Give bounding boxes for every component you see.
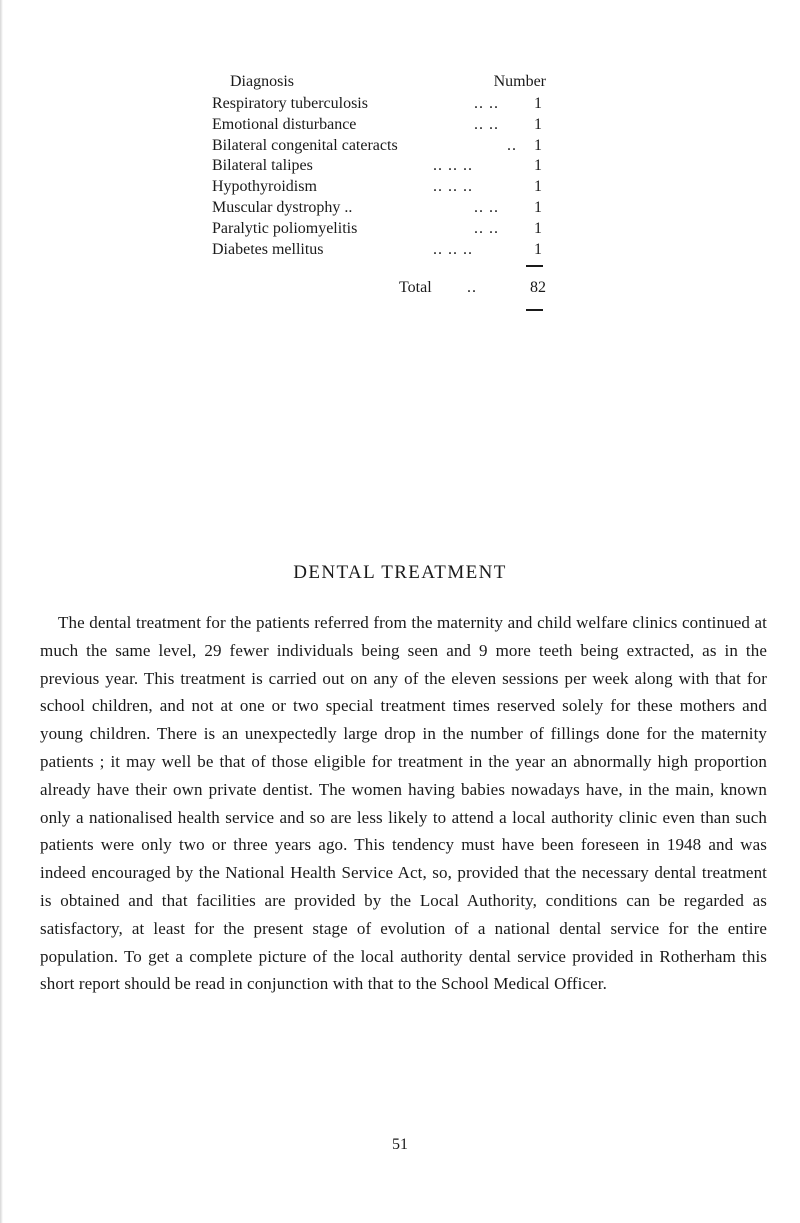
row-leader-dots: .. .. xyxy=(474,198,499,216)
page-number: 51 xyxy=(392,1136,408,1153)
table-row xyxy=(212,136,546,157)
total-rule-top xyxy=(526,265,543,267)
page-edge-shadow xyxy=(0,0,3,1223)
row-leader-dots: .. .. .. xyxy=(433,240,473,258)
diagnosis-table xyxy=(212,72,546,296)
header-number: Number xyxy=(493,73,546,90)
table-row xyxy=(212,198,546,219)
row-diagnosis: Muscular dystrophy .. xyxy=(212,198,353,216)
table-row xyxy=(212,94,546,115)
row-diagnosis: Respiratory tuberculosis xyxy=(212,95,368,112)
row-leader-dots: .. .. .. xyxy=(433,157,473,175)
body-paragraph: The dental treatment for the patients referred from the maternity and child welfare clinics continued at much the same level, 29 fewer individuals being seen and 9 more teeth being extracted, as in the previous year. This treatment is carried out on any of the eleven sessions per week along with that for school children, and not at one or two special treatment times reserved solely for these mothers and young children. There is an unexpectedly large drop in the number of fillings done for the maternity patients ; it may well be that of those eligible for treatment in the year an abnormally high proportion already have their own private dentist. The women having babies nowadays have, in the main, known only a nationalised health service and so are less likely to attend a local authority clinic even than such patients were only two or three years ago. This tendency must have been foreseen in 1948 and was indeed encouraged by the National Health Service Act, so, provided that the necessary dental treatment is obtained and that facilities are provided by the Local Authority, conditions can be regarded as satisfactory, at least for the present stage of evolution of a national dental service for the entire population. To get a complete picture of the local authority dental service provided in Rotherham this short report should be read in conjunction with that to the School Medical Officer. xyxy=(40,613,767,994)
total-value: 82 xyxy=(530,279,546,296)
row-number: 1 xyxy=(534,136,542,154)
total-rule-bottom xyxy=(526,309,543,311)
total-leader-dots: .. xyxy=(467,279,477,296)
section-title: DENTAL TREATMENT xyxy=(293,562,507,583)
header-diagnosis: Diagnosis xyxy=(230,73,294,90)
row-diagnosis: Bilateral congenital cateracts xyxy=(212,136,398,154)
row-number: 1 xyxy=(534,219,542,237)
row-number: 1 xyxy=(534,178,542,196)
row-leader-dots: .. xyxy=(507,136,517,154)
table-row xyxy=(212,115,546,136)
row-number: 1 xyxy=(534,240,542,258)
row-leader-dots: .. .. .. xyxy=(433,178,473,196)
row-leader-dots: .. .. xyxy=(474,95,499,112)
row-diagnosis: Paralytic poliomyelitis xyxy=(212,219,358,237)
row-diagnosis: Bilateral talipes xyxy=(212,157,313,175)
table-row xyxy=(212,177,546,198)
row-number: 1 xyxy=(534,198,542,216)
row-number: 1 xyxy=(534,157,542,175)
table-row xyxy=(212,240,546,261)
table-row xyxy=(212,156,546,177)
total-label: Total xyxy=(399,279,432,296)
row-number: 1 xyxy=(534,95,542,112)
row-diagnosis: Hypothyroidism xyxy=(212,178,317,196)
row-diagnosis: Diabetes mellitus xyxy=(212,240,324,258)
row-number: 1 xyxy=(534,115,542,133)
table-row xyxy=(212,219,546,240)
total-row xyxy=(212,278,546,300)
row-diagnosis: Emotional disturbance xyxy=(212,115,357,133)
row-leader-dots: .. .. xyxy=(474,219,499,237)
row-leader-dots: .. .. xyxy=(474,115,499,133)
table-header xyxy=(212,72,546,94)
